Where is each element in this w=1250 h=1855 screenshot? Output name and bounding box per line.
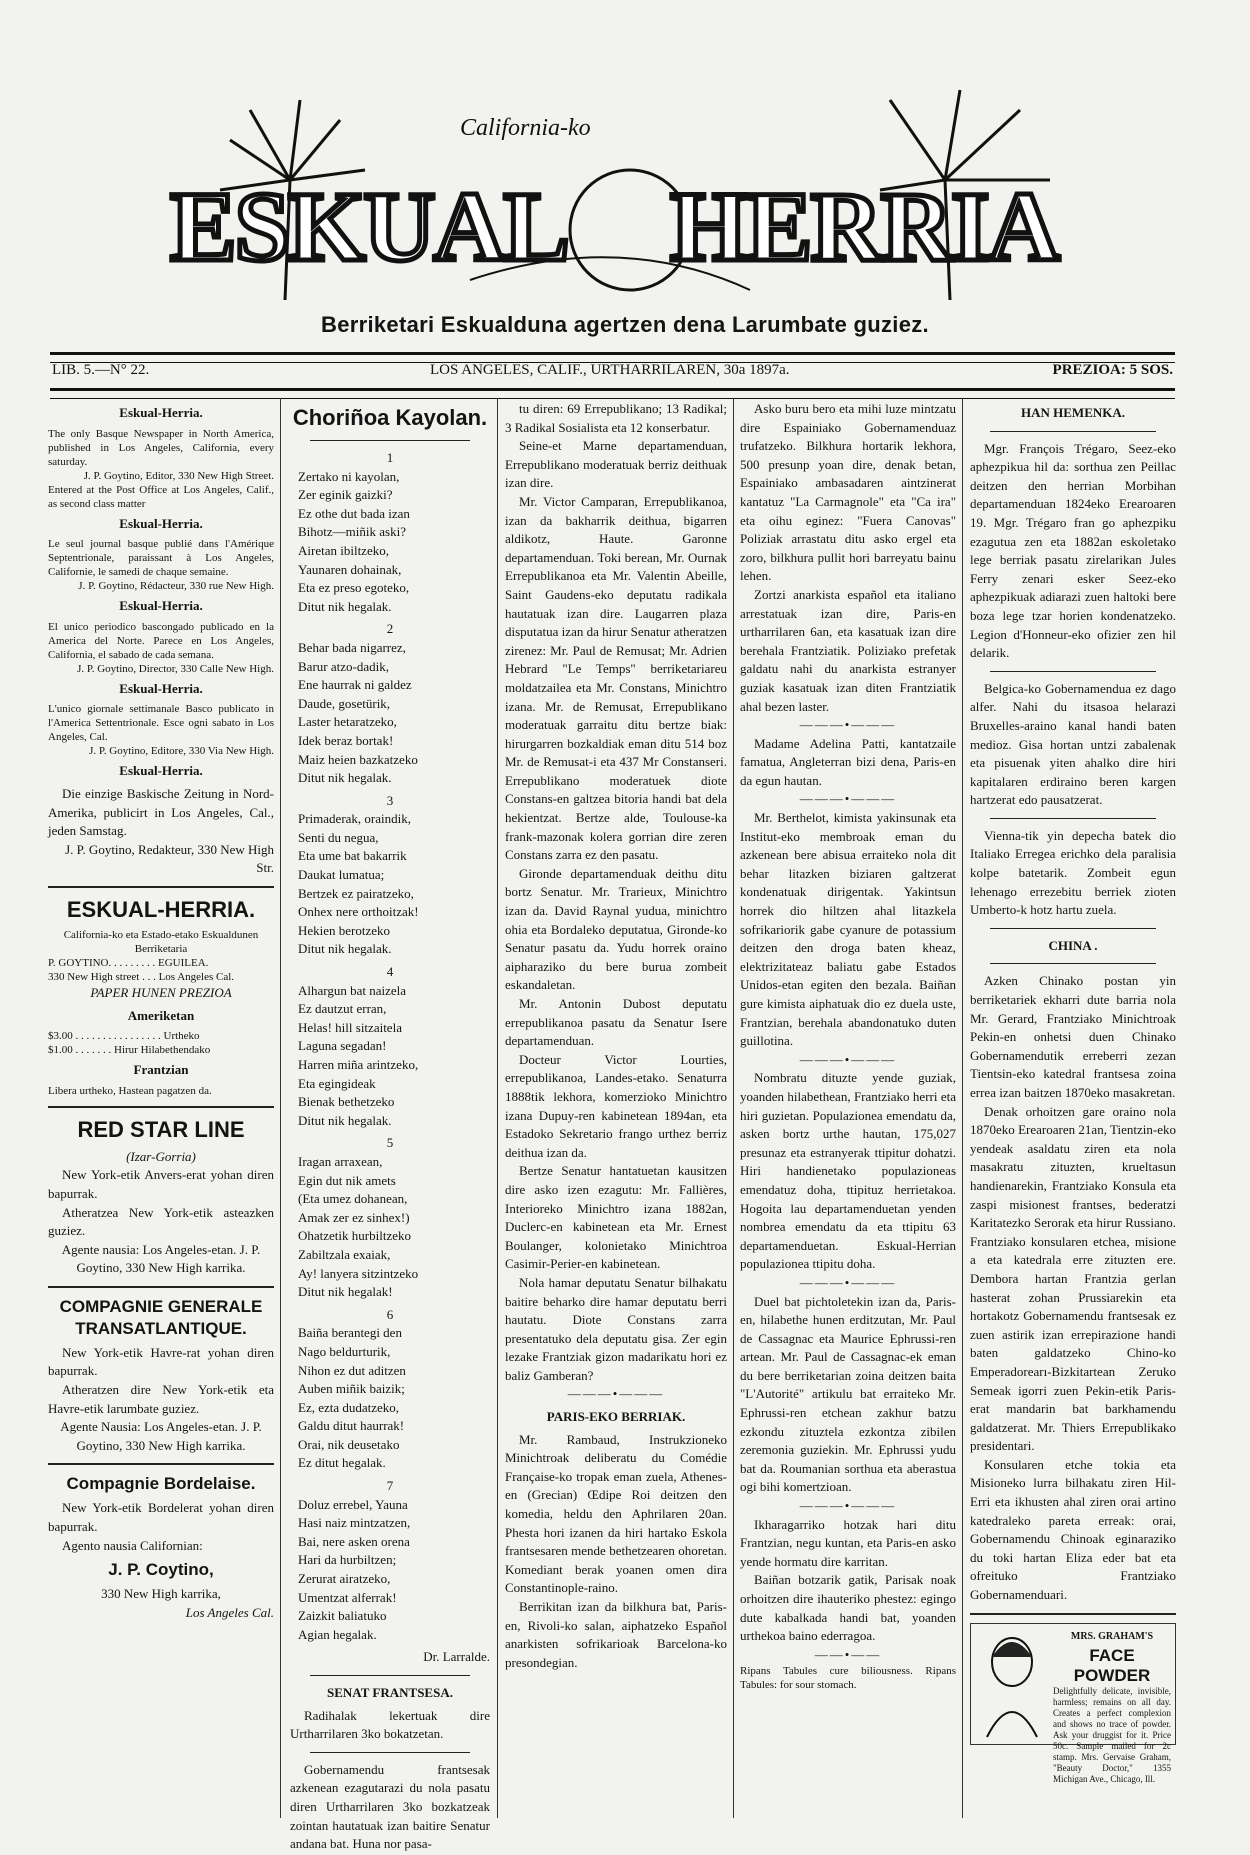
paragraph: Duel bat pichtoletekin izan da, Paris-en, hilabethe hunen erditzutan, Mr. Paul de Cassagnac eta Maurice Ephrussi-ren artean. Mr. Paul de Cassagnac-ek eman du bere berriketarian zoina deitzen baita "L'Autorité" artikulu bat erraiteko Mr. Ephrussi-ren etchean zakhur batzu ezkondu zituztela ezkontza zibilen zeremonia guziekin. Mr. Ephrussi yudu bat da. Roumanian sorthua eta aberastua ogi bihi komertzioan. — [740, 1293, 956, 1495]
ornament-divider: ——•—— — [814, 1646, 882, 1662]
byline: J. P. Goytino, Redakteur, 330 New High Str. — [65, 841, 274, 876]
masthead-title-right: HERRIA — [670, 171, 1060, 282]
ornament-divider: ———•——— — [567, 1386, 665, 1402]
ornament-divider: ———•——— — [799, 1498, 897, 1514]
ornament-divider: ———•——— — [799, 1274, 897, 1290]
paragraph: Agento nausia Californian: — [62, 1537, 203, 1553]
stanza-number: 6 — [386, 1306, 394, 1322]
ornament-divider: ———•——— — [799, 791, 897, 807]
section-heading: Eskual-Herria. — [119, 763, 203, 779]
column-divider — [733, 398, 734, 1818]
paragraph: New York-etik Bordelerat yohan diren bapurrak. — [48, 1500, 274, 1535]
divider — [990, 928, 1156, 929]
paragraph: Agente nausia: Los Angeles-etan. J. P. Goytino, 330 New High karrika. — [61, 1241, 261, 1276]
paragraph: L'unico giornale settimanale Basco publicato in l'America Settentrionale. Esce ogni sabato in Los Angeles, Cal. — [48, 703, 274, 744]
paragraph: Baiñan botzarik gatik, Parisak noak orhoitzen dire ihauteriko phestez: egingo dute kabalkada handi bat, yoanden urthekoa baino ederragoa. — [740, 1572, 956, 1644]
section-heading: Choriñoa Kayolan. — [292, 405, 488, 430]
section-heading: J. P. Coytino, — [108, 1560, 214, 1580]
byline: Los Angeles Cal. — [185, 1604, 274, 1620]
paragraph: PAPER HUNEN PREZIOA — [90, 984, 232, 1000]
section-heading: RED STAR LINE — [77, 1116, 245, 1142]
paragraph: Bertze Senatur hantatuetan kausitzen dire asko izen ezagutu: Mr. Fallières, Interioreko Minichtro izana 1882an, Duclerc-en kabinetean eta Mr. Ernest Boulanger, kolonietako Minichtroa Casimir-Perier-en kabinetean. — [505, 1163, 727, 1272]
masthead-title-left: ESKUAL — [170, 171, 570, 282]
paragraph: Atheratzea New York-etik asteazken guziez. — [48, 1204, 274, 1239]
paragraph: Le seul journal basque publié dans l'Amérique Septentrionale, paraissant à Los Angeles, Californie, le samedi de chaque semaine. — [48, 538, 274, 579]
paragraph: Belgica-ko Gobernamendua ez dago alfer. Nahi du itsasoa helarazi Bruxelles-araino kanal handi baten medioz. Gisa hortan untzi zabalenak eta pisuenak yiten ahalko dire hiri kapitalaren erdiraino beren kargen hartzerat edo pausatzerat. — [970, 680, 1176, 808]
header-rule-bottom — [50, 388, 1175, 399]
section-heading: PARIS-EKO BERRIAK. — [546, 1409, 686, 1425]
divider — [990, 818, 1156, 819]
divider — [990, 963, 1156, 964]
divider — [48, 1463, 274, 1465]
paragraph: Mr. Berthelot, kimista yakinsunak eta Institut-eko membroak eman du azkenean bere abisua erraiteko nola dit behar litazken biziaren galtzerat kondenatuak dirigentak. Yakintsun horrek dio hiltzen ahal litazkela sofrikariorik gabe cyanure de potassium deitzen den droga baten kheaz, elektrizitateaz baliatu gabe Estados Unidos-etan egiten den bezala. Baiñan gure kimista aiphatuak dio ez duela uste, Frantzian, berehala abandonatuko duten guillotina. — [740, 810, 956, 1049]
divider — [990, 431, 1156, 432]
stanza-number: 7 — [386, 1478, 394, 1494]
poem-stanza: Doluz errebel, Yauna Hasi naiz mintzatzen, Bai, nere asken orena Hari da hurbiltzen; Zerurat airatzeko, Umentzat alferrak! Zaizkit baliatuko Agian hegalak. — [298, 1496, 411, 1642]
column-divider — [497, 398, 498, 1818]
masthead-logo — [170, 60, 1060, 310]
ad-body: Delightfully delicate, invisible, harmless; remains on all day. Creates a perfect complexion and shows no trace of powder. Ask your druggist for it. Price 50c. Sample mailed for 2c stamp. Mrs. Gervaise Graham, "Beauty Doctor," 1355 Michigan Ave., Chicago, Ill. — [1053, 1686, 1171, 1785]
paragraph: Azken Chinako postan yin berriketariek ekharri dute barria nola Mr. Gerard, Frantziako Minichtroak Pekin-en onhetsi duen Chinako Gobernamendutik erreberri zezan Tientsin-eko katedral frantsesa zoina errea izan baitzen 1870eko masakretan. — [970, 973, 1176, 1100]
ornament-divider: ———•——— — [799, 717, 897, 733]
section-heading: Eskual-Herria. — [119, 515, 203, 531]
divider — [310, 1675, 470, 1676]
dateline — [50, 362, 1175, 384]
divider — [310, 1752, 470, 1753]
section-heading: SENAT FRANTSESA. — [327, 1685, 453, 1700]
paragraph: Seine-et Marne departamenduan, Errepublikano moderatuak berriz deithuak izan dire. — [505, 438, 727, 491]
section-heading: Ameriketan — [127, 1007, 195, 1023]
divider — [48, 1106, 274, 1108]
paragraph: tu diren: 69 Errepublikano; 13 Radikal; 3 Radikal Sosialista eta 12 konserbatur. — [505, 401, 727, 435]
paragraph: Mgr. François Trégaro, Seez-eko aphezpikua hil da: sorthua zen Peillac deitzen den herrian Morbihan departamenduan 1824eko Erearoaren 19. Mgr. Trégaro fran go aphezpiku ezagutua zen eta 1882an eskoletako lege berriak pasatu zirelarikan Jules Ferry zenari esker Seez-eko aphezpikuak adiarazi zuen haltoki bere boza lege tzar horien kondenatzeko. Legion d'Honneur-eko ofizier zen hil delarik. — [970, 440, 1176, 661]
section-heading: ESKUAL-HERRIA. — [66, 896, 256, 922]
paragraph: (Izar-Gorria) — [126, 1148, 196, 1164]
byline: J. P. Goytino, Editor, 330 New High Street. — [83, 469, 274, 482]
paragraph: Gironde departamenduak deithu ditu bortz Senatur. Mr. Trarieux, Minichtro izan da. David Raynal yudua, minichtro ohia eta Bordaleko deputatua, Gironde-ko Senatur pasatu da. Yudu horrek oraino aipharaziko du bere burua zombeit eskandaletan. — [505, 865, 727, 993]
ad-title: FACE POWDER — [1073, 1646, 1151, 1686]
paragraph: New York-etik Havre-rat yohan diren bapurrak. — [48, 1344, 274, 1379]
section-heading: CHINA . — [1048, 937, 1098, 953]
paragraph: Radihalak lekertuak dire Urtharrilaren 3ko bokatzetan. — [290, 1707, 490, 1742]
paragraph: Asko buru bero eta mihi luze mintzatu dire Espainiako Gobernamenduaz trufatzeko. Bilkhura hortarik lekhora, 500 presunp yoan dire, denak betan, Espainiako ambasadaren aintzinerat kantatuz "La Carmagnole" eta "Ca ira" eta oihu eginez: "Fuera Canovas" Poliziak arrastatu ditu asko ergel eta zoro, bilkhura pullit hori barreyatu bainu lehen. — [740, 401, 956, 584]
byline: J. P. Goytino, Rédacteur, 330 rue New High. — [78, 580, 274, 593]
paragraph: Mr. Antonin Dubost deputatu errepublikanoa pasatu da Senatur Isere departamenduan. — [505, 996, 727, 1049]
byline: J. P. Goytino, Director, 330 Calle New High. — [77, 662, 274, 675]
ornament-divider: ———•——— — [799, 1051, 897, 1067]
divider — [48, 886, 274, 888]
paragraph: Berrikitan izan da bilkhura bat, Paris-en, Rivoli-ko salan, aiphatzeko Español anarkisten sofrikarioak Barcelona-ko presondegian. — [505, 1599, 727, 1670]
paragraph: Ikharagarriko hotzak hari ditu Frantzian, negu kuntan, eta Paris-en asko yende hormatu dire karritan. — [740, 1516, 956, 1569]
stanza-number: 4 — [386, 964, 394, 980]
poem-stanza: Behar bada nigarrez, Barur atzo-dadik, Ene haurrak ni galdez Daude, gosetürik, Laster hetaratzeko, Idek beraz bortak! Maiz heien bazkatzeko Ditut nik hegalak. — [298, 639, 418, 786]
column-divider — [962, 398, 963, 1818]
stanza-number: 5 — [386, 1135, 394, 1151]
byline: J. P. Goytino, Editore, 330 Via New High. — [89, 745, 274, 758]
paragraph: Mr. Rambaud, Instrukzioneko Minichtroak deliberatu du Comédie Française-ko tropak eman zuela, Athenes-en (Grecian) Œdipe Roi deitzen den komedia, heldu den Aphrilaren 20an. Phesta hori izanen da hiri hartako Eskola frantsesaren mende bethetzearen ohoretan. Komediant berak yoanen omen dira Constantinople-raino. — [505, 1431, 727, 1596]
column-1 — [48, 400, 274, 1622]
paragraph: Denak orhoitzen gare oraino nola 1870eko Erearoaren 21an, Tientzin-eko yendeak asaldatu ziren eta nola masakratu zituzten, krueltasun handienarekin, Frantziako Konsula eta zaspi misionest frantses, bederatzi Karitatezko Serorak eta hirur Russiano. Frantziako konsularen etchea, misione a eta katedrala erre zituzten ere. Dembora hartan Frantzia gerlan hasterat zohan Prussiarekin eta hortakotz Gobernamendu frantsesak ez zuen astirik izan errepirazione handi baten galdatzeko Chino-ko Emperadorearı-Bizkitartean Zeruko Semeak igorri zuen Pekin-etik Paris-erat mandarin bat barkhamendu galdatzerat. Mr. Thiers Errepublikako presidentari. — [970, 1103, 1176, 1454]
woman-portrait-illustration — [977, 1632, 1047, 1737]
column-4 — [740, 400, 956, 1692]
section-heading: Eskual-Herria. — [119, 405, 203, 420]
column-2 — [290, 400, 490, 1854]
paragraph: $3.00 . . . . . . . . . . . . . . . . Urtheko — [48, 1030, 200, 1043]
byline: Dr. Larralde. — [423, 1649, 490, 1665]
subtitle: Berriketari Eskualduna agertzen dena Larumbate guziez. — [321, 312, 929, 337]
paragraph: Zortzi anarkista español eta italiano arrestatuak izan dire, Paris-en urtharrilaren 6an, eta kasatuak izan dire berehala Frantziatik. Poliziako prefetak galdatu nahi du anarkista estranyer guziak kasatuak izan diten Frantziatik ahal bezen laster. — [740, 586, 956, 714]
paragraph: Docteur Victor Lourties, errepublikanoa, Landes-etako. Senaturra 1888tik lekhora, komerzioko Minichtro izana Dupuy-ren kabinetean 1894an, eta Estadoko Sekretario frango urthez berriz deithua izan da. — [505, 1051, 727, 1160]
paragraph: 330 New High street . . . Los Angeles Cal. — [48, 970, 235, 983]
divider — [310, 440, 470, 441]
stanza-number: 2 — [386, 621, 394, 637]
paragraph: El unico periodico bascongado publicado en la America del Norte. Parece en Los Angeles, California, el sabado de cada semana. — [48, 620, 274, 661]
paragraph: Die einzige Baskische Zeitung in Nord-Amerika, publicirt in Los Angeles, Cal., jeden Samstag. — [48, 785, 274, 839]
paragraph: California-ko eta Estado-etako Eskualdunen Berriketaria — [63, 928, 259, 955]
paragraph: Konsularen etche tokia eta Misioneko lurra bilhakatu ziren Hil-Erri eta ikhusten ahal ziren orai artino katedraleko pareta erreak: orai, Gobernamendu Chinoak eginaraziko du toki hartan Eliza eder bat eta ofreituko Frantziako Gobernamenduari. — [970, 1456, 1176, 1603]
section-heading: Compagnie Bordelaise. — [66, 1474, 256, 1494]
section-heading: Eskual-Herria. — [119, 598, 203, 614]
place-date: LOS ANGELES, CALIF., URTHARRILAREN, 30a 1897a. — [430, 362, 790, 378]
poem-stanza: Zertako ni kayolan, Zer eginik gaizki? Ez othe dut bada izan Bihotz—miñik aski? Airetan ibiltzeko, Yaunaren dohainak, Eta ez preso egoteko, Ditut nik hegalak. — [298, 468, 410, 614]
masthead-arc-text: California-ko — [460, 115, 591, 141]
divider — [990, 671, 1156, 672]
volume-number: LIB. 5.—N° 22. — [52, 362, 150, 378]
paragraph: Entered at the Post Office at Los Angeles, Calif., as second class matter — [48, 483, 274, 510]
paragraph: Nola hamar deputatu Senatur bilhakatu baitire beharko dire hamar deputatu berri hautatu. Diote Constans zarra presentatuko dela deputatu gisa. Zer egin lezake Frantziak gizon madarikatu hori ez baliz Gamberan? — [505, 1274, 727, 1383]
paragraph: Agente Nausia: Los Angeles-etan. J. P. Goytino, 330 New High karrika. — [60, 1419, 262, 1453]
poem-stanza: Iragan arraxean, Egin dut nik amets (Eta umez dohanean, Amak zer ez sinhex!) Ohatzetik hurbiltzeko Zabiltzala exaiak, Ay! lanyera sitzintzeko Ditut nik hegalak! — [298, 1153, 419, 1300]
column-divider — [280, 398, 281, 1818]
paragraph: Nombratu dituzte yende guziak, yoanden hilabethean, Frantziako herri eta hiri guzietan. Populazionea emendatu da, asken bortz urthe hautan, 175,027 presunaz eta estranyerak ttipitur dohatzi. Hiri handienetako populazioneas emendatuz doha, ttipituz herrietakoa. Hogoita lau departamenduetan yenden nombrea emendatu da eta ttipitu 63 departamenduetan. Eskual-Herrian populazionea ttipitu doha. — [740, 1070, 956, 1272]
divider — [970, 1613, 1176, 1615]
paragraph: Mr. Victor Camparan, Errepublikanoa, izan da bakharrik deithua, bigarren aldikotz, Haute. Garonne departamenduan. Toki berean, Mr. Ournak Errepublikanoa eta Mr. Valentin Abeille, Saint Gaudens-eko deputatu radikala hautatuak izan dire. Laugarren plaza disputatua izan da hirur Senatur atheratzen zirenez: Mr. Paul de Remusat; Mr. Adrien Hebrard "Le Temps" berriketariareu moldatzailea eta Mr. Constans, Minichtro izana. Mr. de Remusat, Errepublikano moderatuak garraitu ditu bertze biak: hirurgarren bozkaldiak eman ditu 514 boz Mr. de Remusat-i eta 437 Mr Constanseri. Errepublikano moderatuek diote Constans-en galtzea bitoria handi bat dela hekientzat. Bertze alde, Toulouse-ka frank-mazonak kolera gorrian dire zeren Constans zarra ez den pasatu. — [505, 493, 727, 863]
price: PREZIOA: 5 SOS. — [1052, 362, 1173, 378]
stanza-number: 3 — [386, 792, 394, 808]
face-powder-advertisement — [970, 1623, 1176, 1785]
column-3 — [505, 400, 727, 1672]
paragraph: Libera urtheko, Hastean pagatzen da. — [48, 1084, 212, 1097]
poem-stanza: Primaderak, oraindik, Senti du negua, Eta ume bat bakarrik Daukat lumatua; Bertzek ez pairatzeko, Onhex nere orthoitzak! Hekien berotzeko Ditut nik hegalak. — [298, 811, 419, 957]
divider — [48, 1286, 274, 1288]
paragraph: $1.00 . . . . . . . Hirur Hilabethendako — [48, 1044, 211, 1057]
poem-stanza: Baiña berantegi den Nago beldurturik, Nihon ez dut aditzen Auben miñik baizik; Ez, ezta dudatzeko, Galdu ditut haurrak! Orai, nik deusetako Ez ditut hegalak. — [298, 1325, 406, 1471]
stanza-number: 1 — [386, 450, 394, 465]
paragraph: P. GOYTINO. . . . . . . . . EGUILEA. — [48, 956, 209, 969]
paragraph: Vienna-tik yin depecha batek dio Italiako Erregea erichko dela paralisia kolpe batetarik. Zombeit egun lehenago errezebitu berriek zioten Umberto-k hotz hartu zuela. — [970, 827, 1176, 918]
paragraph: Atheratzen dire New York-etik eta Havre-etik larumbate guziez. — [48, 1382, 274, 1416]
section-heading: Eskual-Herria. — [119, 680, 203, 696]
paragraph: 330 New High karrika, — [101, 1586, 221, 1602]
section-heading: COMPAGNIE GENERALE TRANSATLANTIQUE. — [59, 1296, 263, 1338]
paragraph: Madame Adelina Patti, kantatzaile famatua, Angleterran bizi dena, Paris-en da egun hautan. — [740, 735, 956, 788]
paragraph: The only Basque Newspaper in North America, published in Los Angeles, California, every saturday. — [48, 427, 274, 468]
paragraph: Gobernamendu frantsesak azkenean ezagutarazi du nola pasatu diren Urtharrilaren 3ko bozkatzeak zointan hautatuak izan baitire Senatur andana bat. Huna nor pasa- — [290, 1761, 490, 1852]
ad-brand: MRS. GRAHAM'S — [1070, 1630, 1154, 1642]
section-heading: HAN HEMENKA. — [1021, 405, 1125, 420]
section-heading: Frantzian — [133, 1062, 189, 1078]
column-5 — [970, 400, 1176, 1785]
paragraph: New York-etik Anvers-erat yohan diren bapurrak. — [48, 1167, 274, 1201]
paragraph: Ripans Tabules cure biliousness. Ripans Tabules: for sour stomach. — [740, 1665, 956, 1692]
poem-stanza: Alhargun bat naizela Ez dautzut erran, Helas! hill sitzaitela Laguna segadan! Harren miña arintzeko, Eta egingideak Bienak bethetzeko Ditut nik hegalak. — [298, 982, 419, 1128]
